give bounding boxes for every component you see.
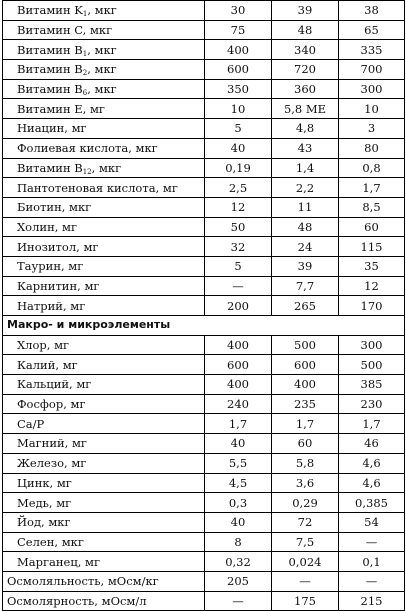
value-cell-3: 300: [339, 335, 405, 355]
value-cell-1: 600: [205, 355, 272, 375]
value-cell-3: 1,7: [339, 178, 405, 198]
nutrient-unit: , мкг: [128, 141, 158, 156]
value-cell-2: 175: [272, 591, 339, 611]
table-row: [3, 138, 405, 158]
nutrient-name: [3, 158, 205, 178]
table-row: [3, 355, 405, 375]
nutrient-name: [3, 138, 205, 158]
table-row: [3, 119, 405, 139]
value-cell-3: 65: [339, 20, 405, 40]
nutrient-name: [3, 197, 205, 217]
value-cell-1: 32: [205, 237, 272, 257]
nutrient-name: [3, 20, 205, 40]
nutrient-label: Карнитин: [17, 278, 78, 293]
value-cell-2: 340: [272, 40, 339, 60]
value-cell-2: 720: [272, 60, 339, 80]
value-cell-3: 38: [339, 1, 405, 21]
nutrient-subscript: 1: [82, 10, 88, 19]
nutrient-name: [3, 1, 205, 21]
value-cell-1: —: [205, 276, 272, 296]
value-cell-2: 39: [272, 256, 339, 276]
value-cell-1: 75: [205, 20, 272, 40]
nutrient-label: Витамин B: [17, 62, 83, 77]
value-cell-3: 300: [339, 79, 405, 99]
value-cell-1: 5: [205, 256, 272, 276]
value-cell-2: 7,7: [272, 276, 339, 296]
value-cell-3: 46: [339, 434, 405, 454]
section-row: [3, 316, 405, 336]
table-row: [3, 197, 405, 217]
nutrient-name: [3, 178, 205, 198]
nutrient-name: [3, 99, 205, 119]
table-row: [3, 178, 405, 198]
value-cell-1: 50: [205, 217, 272, 237]
nutrient-unit: , мг: [60, 259, 84, 274]
value-cell-1: 400: [205, 40, 272, 60]
table-row: [3, 99, 405, 119]
nutrient-subscript: 12: [82, 167, 92, 176]
value-cell-1: 10: [205, 99, 272, 119]
nutrient-subscript: 1: [82, 49, 88, 58]
nutrient-name: Осмоляльность, мОсм/кг: [3, 571, 205, 591]
value-cell-1: 205: [205, 571, 272, 591]
value-cell-2: 265: [272, 296, 339, 316]
value-cell-3: 35: [339, 256, 405, 276]
table-row: [3, 40, 405, 60]
table-row: [3, 296, 405, 316]
value-cell-3: 700: [339, 60, 405, 80]
nutrient-unit: , мкг: [82, 23, 113, 38]
nutrient-label: Холин: [17, 219, 55, 234]
value-cell-3: 3: [339, 119, 405, 139]
nutrient-name: [3, 119, 205, 139]
value-cell-2: 400: [272, 375, 339, 395]
nutrient-label: Витамин K: [17, 3, 83, 18]
nutrient-unit: , мкг: [87, 82, 117, 97]
table-row: [3, 217, 405, 237]
table-row: [3, 453, 405, 473]
nutrient-subscript: 2: [82, 69, 88, 78]
value-cell-2: 5,8: [272, 453, 339, 473]
nutrient-unit: , мг: [62, 298, 86, 313]
value-cell-3: 4,6: [339, 453, 405, 473]
value-cell-3: 230: [339, 394, 405, 414]
table-row: [3, 276, 405, 296]
value-cell-3: 0,385: [339, 493, 405, 513]
table-row: [3, 434, 405, 454]
value-cell-1: 1,7: [205, 414, 272, 434]
value-cell-3: 0,1: [339, 552, 405, 572]
value-cell-2: 4,8: [272, 119, 339, 139]
value-cell-2: 48: [272, 217, 339, 237]
nutrient-unit: , мг: [76, 239, 99, 254]
nutrient-label: Витамин B: [17, 42, 83, 57]
value-cell-2: 39: [272, 1, 339, 21]
value-cell-3: 4,6: [339, 473, 405, 493]
value-cell-3: 80: [339, 138, 405, 158]
nutrient-unit: , мкг: [87, 42, 117, 57]
value-cell-3: 170: [339, 296, 405, 316]
nutrient-label: Биотин: [17, 200, 62, 215]
value-cell-2: 72: [272, 512, 339, 532]
value-cell-2: 1,7: [272, 414, 339, 434]
nutrient-label: Натрий: [17, 298, 63, 313]
nutrient-name: Осмолярность, мОсм/л: [3, 591, 205, 611]
value-cell-1: 0,32: [205, 552, 272, 572]
nutrient-label: Инозитол: [17, 239, 77, 254]
table-row: [3, 20, 405, 40]
nutrient-name: Фосфор, мг: [3, 394, 205, 414]
table-row: [3, 375, 405, 395]
value-cell-1: 30: [205, 1, 272, 21]
value-cell-1: 0,3: [205, 493, 272, 513]
value-cell-3: 215: [339, 591, 405, 611]
value-cell-2: 235: [272, 394, 339, 414]
nutrient-name: [3, 256, 205, 276]
value-cell-2: 0,29: [272, 493, 339, 513]
value-cell-3: 60: [339, 217, 405, 237]
nutrient-unit: , мкг: [87, 62, 117, 77]
value-cell-2: 5,8 МЕ: [272, 99, 339, 119]
nutrient-label: Фолиевая кислота: [17, 141, 129, 156]
value-cell-2: —: [272, 571, 339, 591]
value-cell-3: 115: [339, 237, 405, 257]
nutrient-unit: , мкг: [91, 160, 122, 175]
value-cell-3: 54: [339, 512, 405, 532]
table-row: [3, 473, 405, 493]
nutrient-name: [3, 217, 205, 237]
table-row: [3, 1, 405, 21]
nutrient-unit: , мг: [54, 219, 78, 234]
value-cell-1: 40: [205, 434, 272, 454]
value-cell-2: 48: [272, 20, 339, 40]
nutrient-name: Хлор, мг: [3, 335, 205, 355]
value-cell-2: 500: [272, 335, 339, 355]
nutrient-name: [3, 40, 205, 60]
table-row: [3, 532, 405, 552]
value-cell-1: 240: [205, 394, 272, 414]
value-cell-3: 8,5: [339, 197, 405, 217]
value-cell-1: 40: [205, 512, 272, 532]
nutrient-name: Марганец, мг: [3, 552, 205, 572]
value-cell-3: 385: [339, 375, 405, 395]
nutrient-label: Витамин B: [17, 82, 83, 97]
value-cell-3: 0,8: [339, 158, 405, 178]
nutrient-name: Железо, мг: [3, 453, 205, 473]
nutrient-table-body: [3, 1, 405, 611]
value-cell-3: 1,7: [339, 414, 405, 434]
nutrient-label: Пантотеновая кислота: [17, 180, 156, 195]
value-cell-3: —: [339, 571, 405, 591]
value-cell-2: 24: [272, 237, 339, 257]
nutrient-name: [3, 79, 205, 99]
nutrient-name: [3, 296, 205, 316]
value-cell-1: 0,19: [205, 158, 272, 178]
value-cell-2: 3,6: [272, 473, 339, 493]
table-row: [3, 335, 405, 355]
nutrient-subscript: 6: [82, 89, 88, 98]
value-cell-1: 4,5: [205, 473, 272, 493]
value-cell-2: 2,2: [272, 178, 339, 198]
value-cell-1: 350: [205, 79, 272, 99]
nutrient-label: Витамин E: [17, 101, 83, 116]
table-row: [3, 256, 405, 276]
value-cell-1: 8: [205, 532, 272, 552]
nutrient-unit: , мг: [77, 278, 100, 293]
table-row: [3, 158, 405, 178]
nutrient-unit: , мкг: [87, 3, 117, 18]
value-cell-3: 10: [339, 99, 405, 119]
value-cell-2: 600: [272, 355, 339, 375]
nutrient-unit: , мг: [82, 101, 105, 116]
table-row: [3, 60, 405, 80]
nutrient-name: Йод, мкг: [3, 512, 205, 532]
nutrient-table: [2, 0, 405, 611]
nutrient-name: Цинк, мг: [3, 473, 205, 493]
value-cell-1: 400: [205, 335, 272, 355]
value-cell-1: 200: [205, 296, 272, 316]
nutrient-name: Калий, мг: [3, 355, 205, 375]
value-cell-1: 5: [205, 119, 272, 139]
nutrient-unit: , мг: [155, 180, 178, 195]
nutrient-name: [3, 237, 205, 257]
section-title: Макро- и микроэлементы: [3, 316, 405, 336]
value-cell-1: 600: [205, 60, 272, 80]
table-row: [3, 591, 405, 611]
value-cell-2: 0,024: [272, 552, 339, 572]
value-cell-2: 360: [272, 79, 339, 99]
table-row: [3, 394, 405, 414]
nutrient-name: [3, 60, 205, 80]
nutrient-unit: , мкг: [61, 200, 92, 215]
nutrient-name: Селен, мкг: [3, 532, 205, 552]
value-cell-2: 7,5: [272, 532, 339, 552]
value-cell-3: 500: [339, 355, 405, 375]
nutrient-name: Медь, мг: [3, 493, 205, 513]
value-cell-2: 43: [272, 138, 339, 158]
value-cell-3: 335: [339, 40, 405, 60]
nutrient-label: Витамин C: [17, 23, 83, 38]
table-row: [3, 237, 405, 257]
table-row: [3, 571, 405, 591]
value-cell-2: 11: [272, 197, 339, 217]
nutrient-label: Таурин: [17, 259, 61, 274]
nutrient-name: Ca/P: [3, 414, 205, 434]
value-cell-1: 5,5: [205, 453, 272, 473]
value-cell-3: —: [339, 532, 405, 552]
table-row: [3, 552, 405, 572]
nutrient-name: Кальций, мг: [3, 375, 205, 395]
value-cell-1: 12: [205, 197, 272, 217]
value-cell-1: —: [205, 591, 272, 611]
nutrient-label: Ниацин: [17, 121, 65, 136]
value-cell-3: 12: [339, 276, 405, 296]
value-cell-2: 60: [272, 434, 339, 454]
nutrient-name: [3, 276, 205, 296]
nutrient-label: Витамин B: [17, 160, 83, 175]
value-cell-1: 400: [205, 375, 272, 395]
value-cell-1: 40: [205, 138, 272, 158]
table-row: [3, 512, 405, 532]
nutrient-name: Магний, мг: [3, 434, 205, 454]
nutrient-unit: , мг: [64, 121, 87, 136]
table-row: [3, 493, 405, 513]
value-cell-1: 2,5: [205, 178, 272, 198]
table-row: [3, 79, 405, 99]
value-cell-2: 1,4: [272, 158, 339, 178]
table-row: [3, 414, 405, 434]
